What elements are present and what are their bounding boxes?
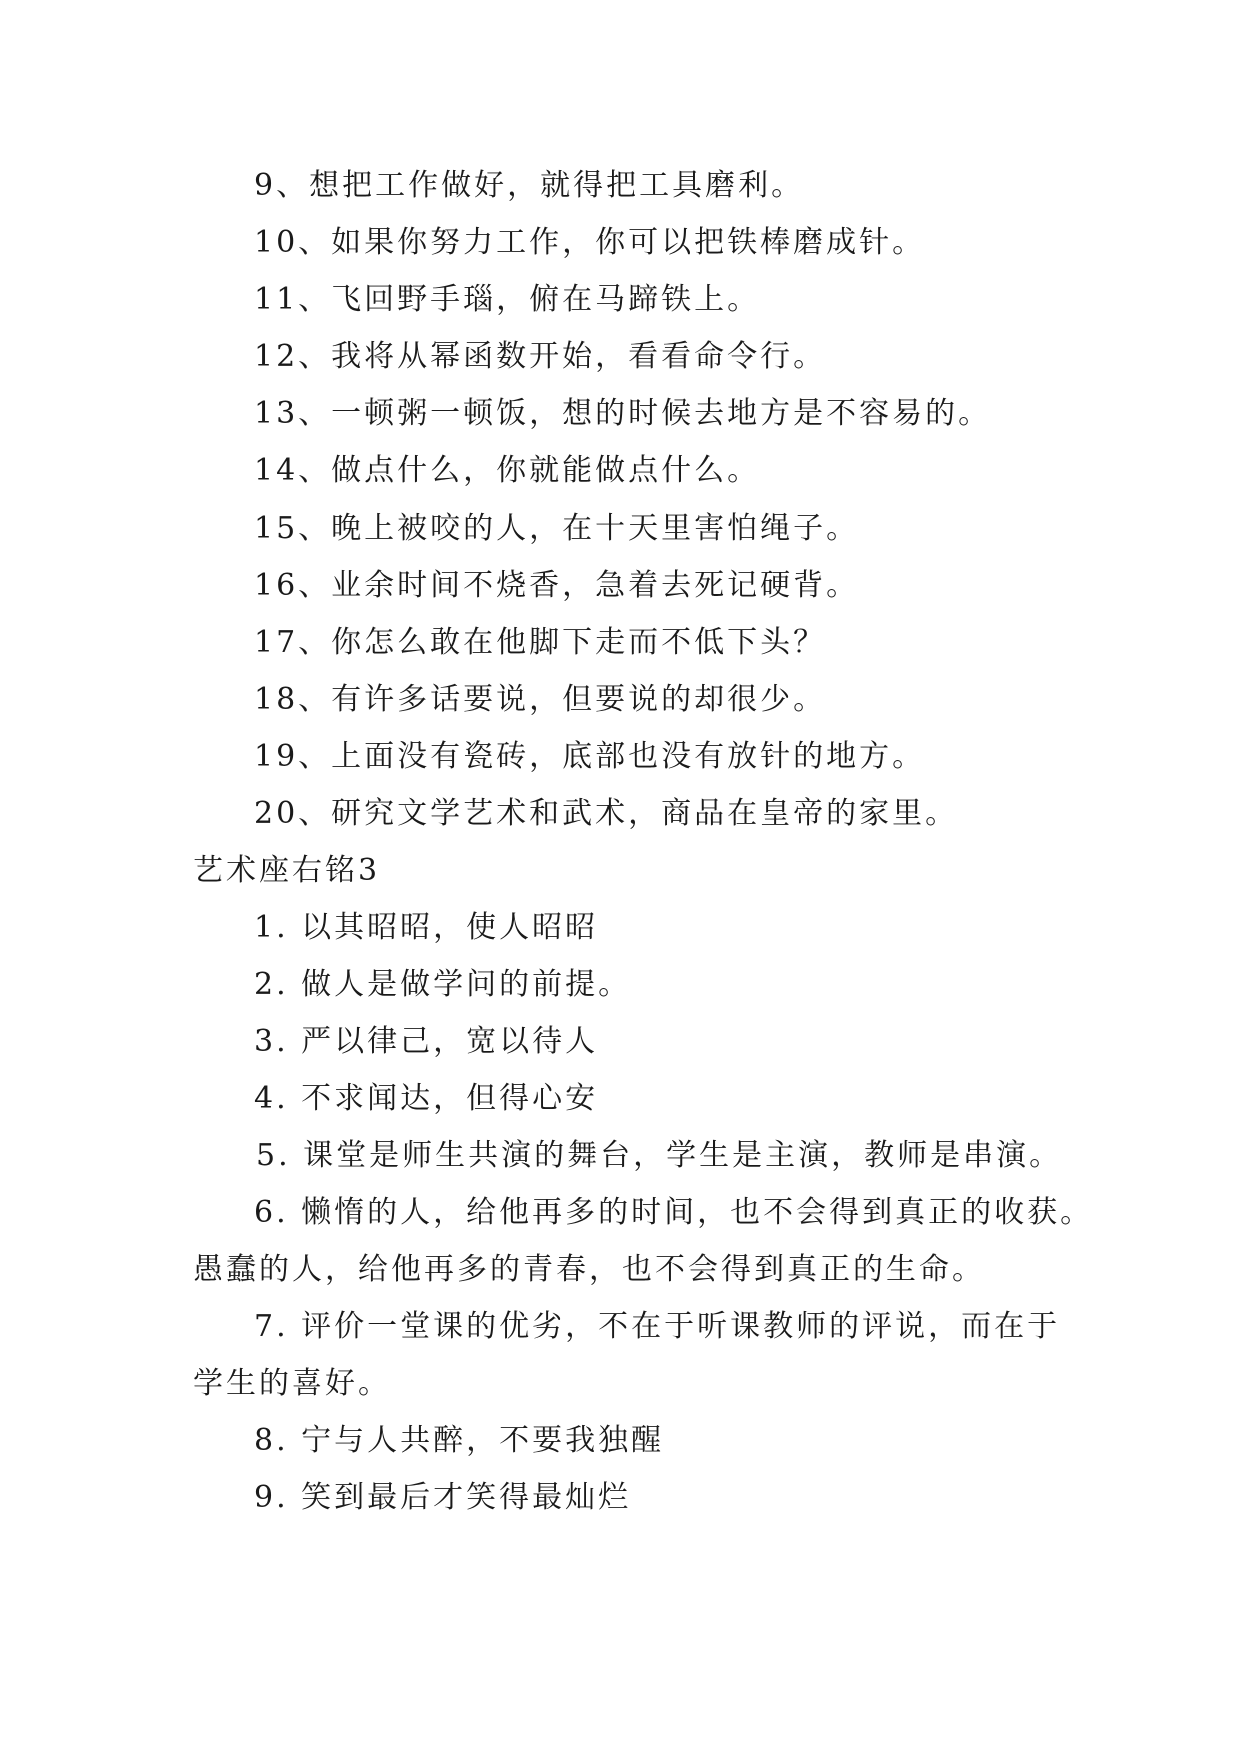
list-item: 11、飞回野手瑙，俯在马蹄铁上。 (254, 282, 761, 317)
list-item: 16、业余时间不烧香，急着去死记硬背。 (254, 568, 860, 603)
list-item: 7. 评价一堂课的优劣，不在于听课教师的评说，而在于 (254, 1309, 1061, 1344)
list-item-continuation: 愚蠢的人，给他再多的青春，也不会得到真正的生命。 (193, 1252, 985, 1287)
list-item: 10、如果你努力工作，你可以把铁棒磨成针。 (254, 225, 926, 260)
list-item: 4. 不求闻达，但得心安 (254, 1081, 599, 1116)
list-item: 9、想把工作做好，就得把工具磨利。 (254, 168, 805, 203)
list-item: 15、晚上被咬的人，在十天里害怕绳子。 (254, 511, 860, 546)
list-item: 1. 以其昭昭，使人昭昭 (254, 910, 599, 945)
list-item: 8. 宁与人共醉，不要我独醒 (254, 1423, 665, 1458)
list-item: 14、做点什么，你就能做点什么。 (254, 453, 761, 488)
list-item: 17、你怎么敢在他脚下走而不低下头？ (254, 625, 827, 660)
list-item: 2. 做人是做学问的前提。 (254, 967, 632, 1002)
list-item: 9. 笑到最后才笑得最灿烂 (254, 1480, 632, 1515)
list-item: 5. 课堂是师生共演的舞台，学生是主演，教师是串演。 (256, 1138, 1063, 1173)
list-item: 13、一顿粥一顿饭，想的时候去地方是不容易的。 (254, 396, 992, 431)
list-item: 18、有许多话要说，但要说的却很少。 (254, 682, 827, 717)
list-item: 20、研究文学艺术和武术，商品在皇帝的家里。 (254, 796, 959, 831)
list-item: 6. 懒惰的人，给他再多的时间，也不会得到真正的收获。 (254, 1195, 1094, 1230)
list-item: 19、上面没有瓷砖，底部也没有放针的地方。 (254, 739, 926, 774)
list-item: 12、我将从幂函数开始，看看命令行。 (254, 339, 827, 374)
list-item-continuation: 学生的喜好。 (193, 1366, 391, 1401)
list-item: 3. 严以律己，宽以待人 (254, 1024, 599, 1059)
section-heading: 艺术座右铭3 (193, 853, 381, 888)
